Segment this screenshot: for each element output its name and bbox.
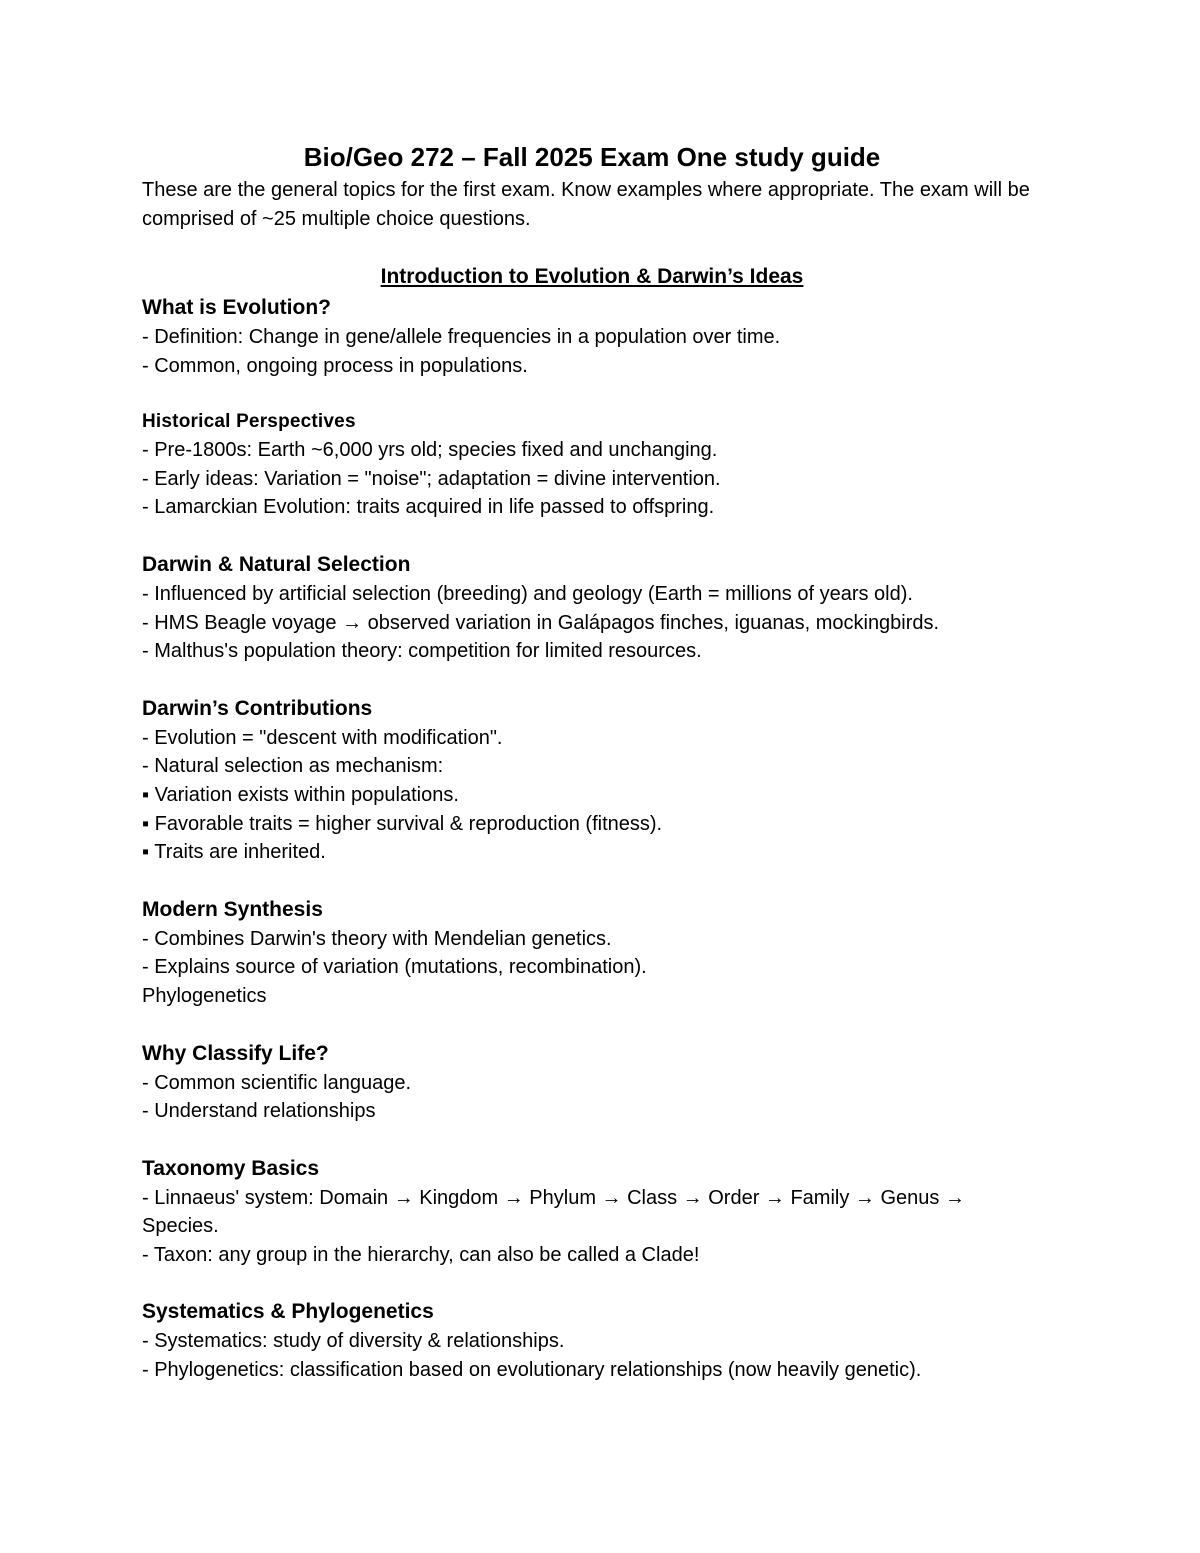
- topic-historical-perspectives: [142, 408, 1042, 522]
- topic-line: - Influenced by artificial selection (breeding) and geology (Earth = millions of years old).: [142, 582, 913, 605]
- intro-paragraph: These are the general topics for the first exam. Know examples where appropriate. The exam will be comprised of ~25 multiple choice questions.: [142, 179, 1030, 230]
- topic-line: - Natural selection as mechanism:: [142, 755, 444, 778]
- topic-bullet: ▪ Traits are inherited.: [142, 841, 326, 864]
- topic-line: - Combines Darwin's theory with Mendelian genetics.: [142, 927, 612, 950]
- topic-heading: Darwin & Natural Selection: [142, 552, 411, 576]
- topic-heading: What is Evolution?: [142, 296, 331, 319]
- topic-line: - Linnaeus' system: Domain → Kingdom → Phylum → Class → Order → Family → Genus → Species.: [142, 1186, 965, 1238]
- topic-line: - Systematics: study of diversity & relationships.: [142, 1330, 565, 1353]
- topic-line: Phylogenetics: [142, 984, 267, 1007]
- topic-heading: Darwin’s Contributions: [142, 696, 373, 720]
- topic-line: - Taxon: any group in the hierarchy, can also be called a Clade!: [142, 1243, 700, 1266]
- topic-line: - Common scientific language.: [142, 1071, 412, 1094]
- section-title: Introduction to Evolution & Darwin’s Ideas: [380, 265, 804, 288]
- topic-line: - Explains source of variation (mutations, recombination).: [142, 956, 647, 979]
- topic-line: - Understand relationships: [142, 1100, 376, 1123]
- topic-line: - Malthus's population theory: competition for limited resources.: [142, 640, 702, 663]
- topic-taxonomy-basics: [142, 1154, 1042, 1270]
- topic-modern-synthesis: [142, 895, 1042, 1011]
- page-title: Bio/Geo 272 – Fall 2025 Exam One study guide: [303, 142, 881, 172]
- topic-systematics-phylogenetics: [142, 1297, 1042, 1384]
- topic-line: - Evolution = "descent with modification".: [142, 726, 503, 749]
- topic-bullet: ▪ Variation exists within populations.: [142, 783, 459, 806]
- topic-line: - Definition: Change in gene/allele frequencies in a population over time.: [142, 326, 781, 348]
- topic-line: - Pre-1800s: Earth ~6,000 yrs old; species fixed and unchanging.: [142, 439, 718, 462]
- topic-heading: Systematics & Phylogenetics: [142, 1300, 434, 1324]
- topic-darwin-natural-selection: [142, 550, 1042, 666]
- topic-darwin-contributions: [142, 694, 1042, 867]
- topic-what-is-evolution: [142, 293, 1042, 380]
- topic-line: - Phylogenetics: classification based on evolutionary relationships (now heavily genetic).: [142, 1359, 922, 1382]
- topic-line: - Common, ongoing process in populations.: [142, 354, 528, 377]
- topic-why-classify-life: [142, 1039, 1042, 1126]
- topic-line: - Lamarckian Evolution: traits acquired in life passed to offspring.: [142, 496, 715, 519]
- topic-heading: Modern Synthesis: [142, 897, 323, 921]
- topic-heading: Historical Perspectives: [142, 411, 356, 433]
- topic-line: - Early ideas: Variation = "noise"; adaptation = divine intervention.: [142, 467, 721, 490]
- topic-heading: Why Classify Life?: [142, 1041, 329, 1065]
- topic-line: - HMS Beagle voyage → observed variation in Galápagos finches, iguanas, mockingbirds.: [142, 611, 940, 634]
- topic-bullet: ▪ Favorable traits = higher survival & reproduction (fitness).: [142, 812, 663, 835]
- topic-heading: Taxonomy Basics: [142, 1156, 320, 1180]
- document-content: [142, 140, 1042, 1385]
